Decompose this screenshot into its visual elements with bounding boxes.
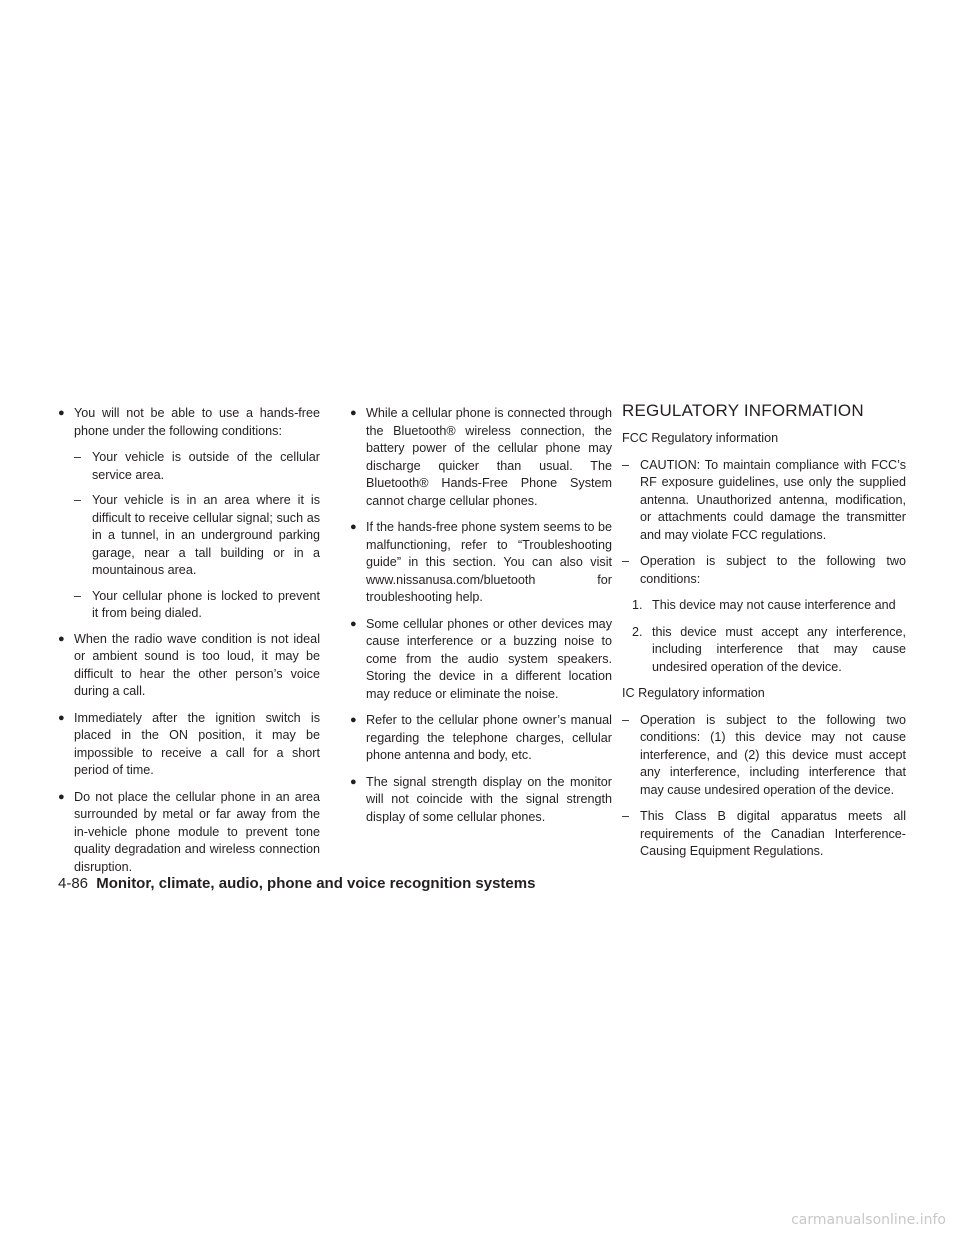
dash-icon: – bbox=[74, 450, 82, 464]
subsection-title-fcc: FCC Regulatory information bbox=[622, 431, 779, 445]
item-number: 1. bbox=[632, 598, 643, 612]
bullet-icon: ● bbox=[58, 711, 65, 724]
dash-icon: – bbox=[74, 493, 82, 507]
column-right bbox=[622, 401, 906, 870]
list-item bbox=[622, 808, 906, 861]
list-item bbox=[58, 405, 320, 440]
numbered-text: this device must accept any interference, including interference that may cause undesired operation of the device. bbox=[652, 624, 906, 674]
bullet-text: Immediately after the ignition switch is placed in the ON position, it may be impossible to receive a call for a short period of time. bbox=[74, 710, 320, 777]
bullet-icon: ● bbox=[350, 407, 357, 419]
chapter-title: Monitor, climate, audio, phone and voice recognition systems bbox=[96, 875, 536, 892]
operation-text: Operation is subject to the following two conditions: bbox=[640, 554, 906, 586]
dash-icon: – bbox=[74, 588, 82, 603]
dash-icon: – bbox=[622, 712, 630, 727]
sub-item-text: Your vehicle is outside of the cellular service area. bbox=[92, 450, 320, 482]
bullet-icon: ● bbox=[350, 714, 357, 726]
dash-icon: – bbox=[622, 554, 630, 568]
numbered-item bbox=[622, 597, 906, 615]
sub-item-text: Your vehicle is in an area where it is difficult to receive cellular signal; such as in a tunnel, in an underground parking garage, near a tall building or in a mountainous area. bbox=[92, 493, 320, 577]
bullet-icon: ● bbox=[350, 775, 357, 788]
caution-text: CAUTION: To maintain compliance with FCC’s RF exposure guidelines, use only the supplied antenna. Unauthorized antenna, modification, or attachments could damage the transmitter and may violate FCC regulations. bbox=[640, 457, 906, 542]
sub-list-item bbox=[58, 492, 320, 580]
numbered-text: This device may not cause interference and bbox=[652, 598, 896, 612]
numbered-item bbox=[622, 624, 906, 677]
list-item bbox=[622, 553, 906, 588]
bullet-icon: ● bbox=[350, 617, 357, 630]
list-item bbox=[350, 519, 612, 607]
page-footer bbox=[58, 874, 535, 894]
list-item bbox=[350, 712, 612, 765]
dash-icon: – bbox=[622, 809, 630, 823]
bullet-text: The signal strength display on the monitor will not coincide with the signal strength display of some cellular phones. bbox=[366, 774, 612, 824]
bullet-text: If the hands-free phone system seems to be malfunctioning, refer to “Troubleshooting guide” in this section. You can also visit www.nissanusa.com/bluetooth for troubleshooting help. bbox=[366, 520, 612, 604]
sub-list-item bbox=[58, 449, 320, 484]
bullet-icon: ● bbox=[58, 632, 65, 645]
bullet-icon: ● bbox=[58, 790, 65, 803]
operation-text: Operation is subject to the following two conditions: (1) this device may not cause interference, and (2) this device must accept any interference, including interference that may cause undesired operation of the device. bbox=[640, 712, 906, 797]
dash-icon: – bbox=[622, 457, 630, 472]
bullet-icon: ● bbox=[350, 521, 357, 533]
list-item bbox=[350, 774, 612, 827]
list-item bbox=[350, 616, 612, 704]
column-left bbox=[58, 405, 320, 885]
section-heading: REGULATORY INFORMATION bbox=[622, 401, 864, 420]
classb-text: This Class B digital apparatus meets all requirements of the Canadian Interference-Causing Equipment Regulations. bbox=[640, 809, 906, 858]
sub-list-item bbox=[58, 588, 320, 623]
list-item bbox=[350, 405, 612, 510]
list-item bbox=[622, 712, 906, 800]
subsection-title-ic: IC Regulatory information bbox=[622, 686, 765, 700]
bullet-text: You will not be able to use a hands-free phone under the following conditions: bbox=[74, 406, 320, 438]
bullet-text: Do not place the cellular phone in an area surrounded by metal or far away from the in-vehicle phone module to prevent tone quality degradation and wireless connection disruption. bbox=[74, 789, 320, 874]
watermark: carmanualsonline.info bbox=[791, 1212, 946, 1228]
bullet-text: When the radio wave condition is not ideal or ambient sound is too loud, it may be difficult to hear the other person’s voice during a call. bbox=[74, 631, 320, 698]
sub-item-text: Your cellular phone is locked to prevent it from being dialed. bbox=[92, 588, 320, 620]
list-item bbox=[58, 789, 320, 877]
page-number: 4-86 bbox=[58, 875, 89, 892]
item-number: 2. bbox=[632, 624, 643, 639]
bullet-text: While a cellular phone is connected through the Bluetooth® wireless connection, the battery power of the cellular phone may discharge quicker than usual. The Bluetooth® Hands-Free Phone System cannot charge cellular phones. bbox=[366, 406, 612, 508]
bullet-text: Refer to the cellular phone owner’s manual regarding the telephone charges, cellular phone antenna and body, etc. bbox=[366, 713, 612, 762]
bullet-icon: ● bbox=[58, 407, 65, 419]
list-item bbox=[58, 631, 320, 701]
bullet-text: Some cellular phones or other devices may cause interference or a buzzing noise to come from the audio system speakers. Storing the device in a different location may reduce or eliminate the noise. bbox=[366, 616, 612, 701]
list-item bbox=[622, 457, 906, 545]
list-item bbox=[58, 710, 320, 780]
column-middle bbox=[350, 405, 612, 835]
